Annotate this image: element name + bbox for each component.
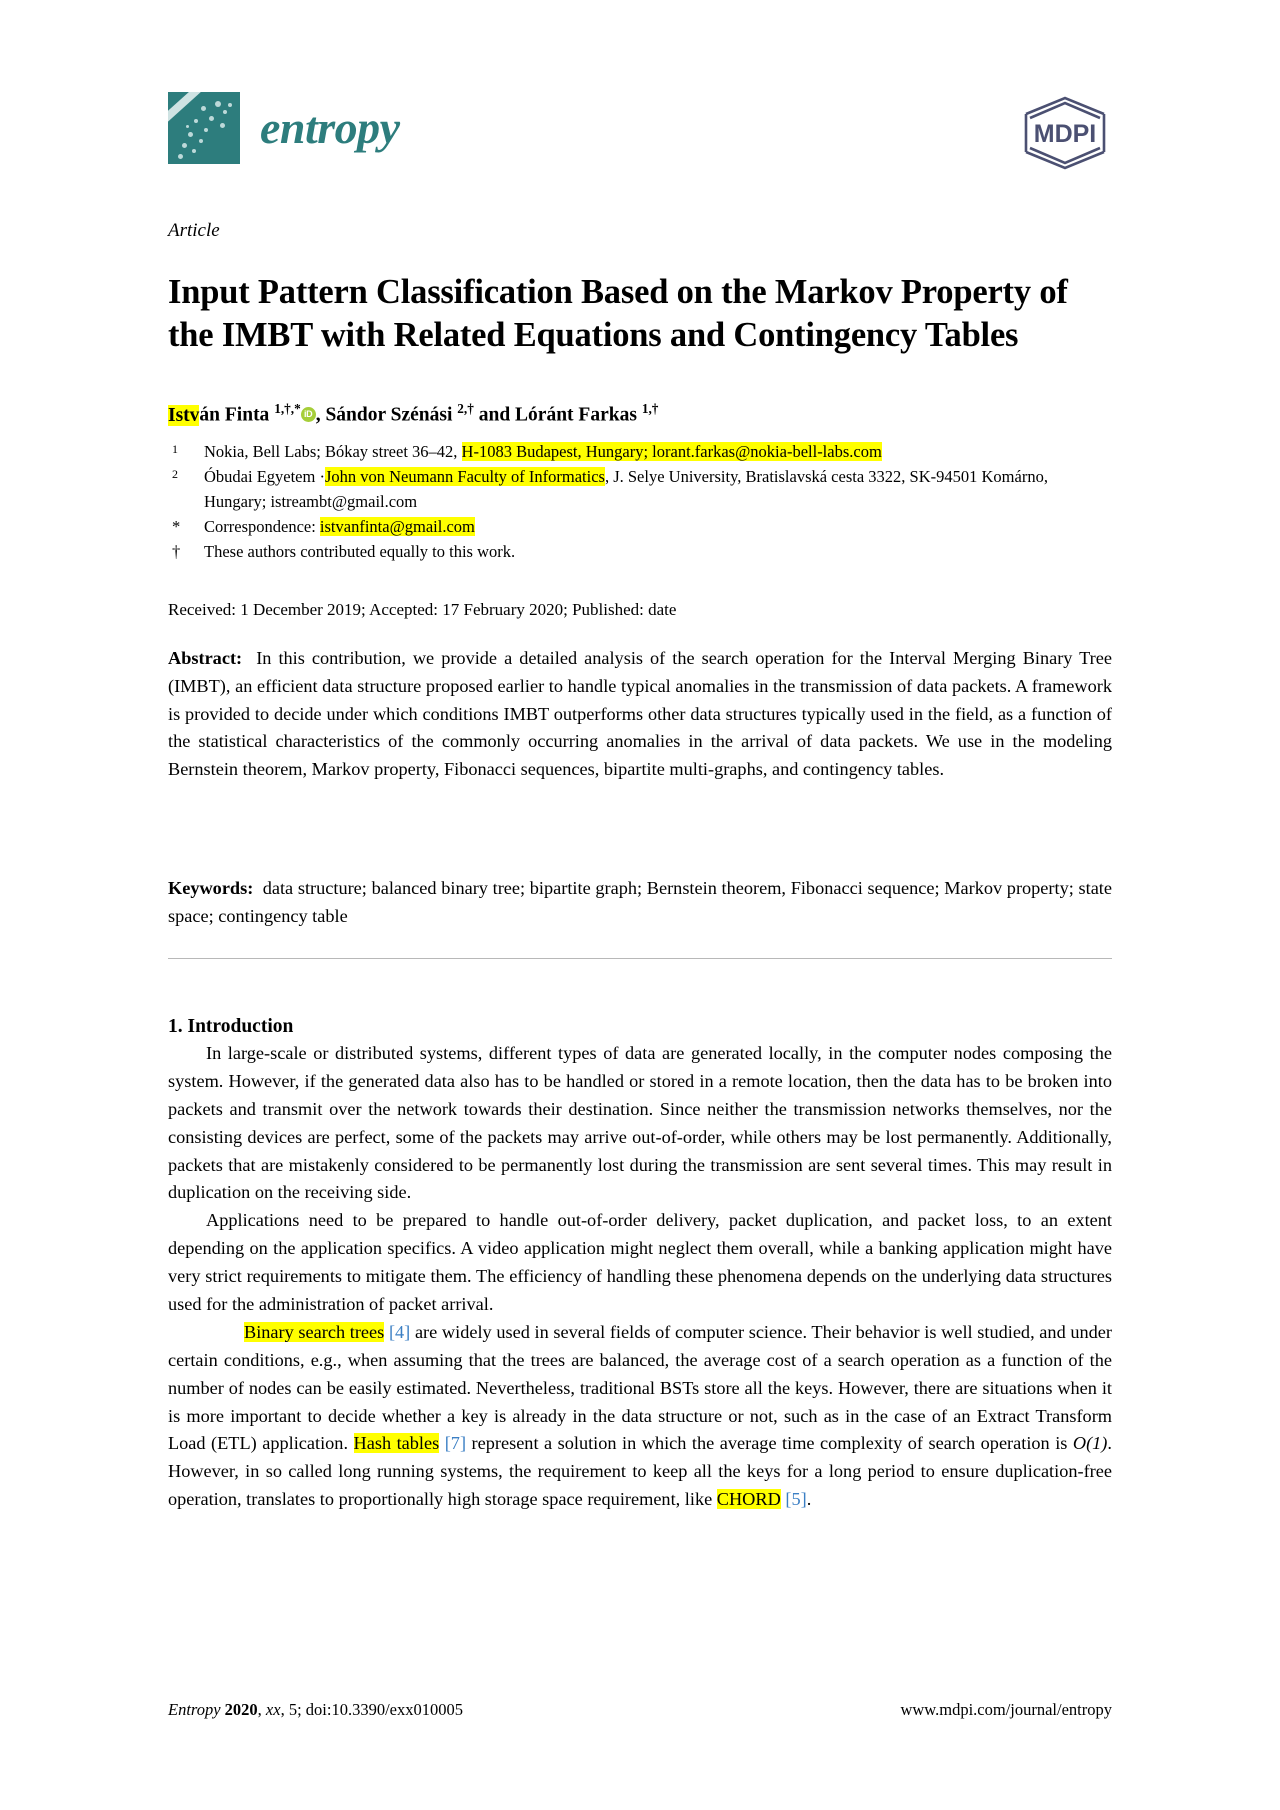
correspondence-email-highlight: istvanfinta@gmail.com <box>319 516 475 536</box>
affiliation-text-pre: Óbudai Egyetem · <box>204 467 325 487</box>
affiliation-marker: * <box>172 516 181 536</box>
body-content <box>168 1040 1112 1514</box>
affiliation-row <box>168 540 1112 564</box>
affiliation-row <box>168 440 1112 464</box>
term-highlight-binary-search-trees: Binary search trees <box>244 1321 385 1342</box>
paragraph: Applications need to be prepared to handle out-of-order delivery, packet duplication, and packet loss, to an extent depending on the application specifics. A video application might neglect them overall, while a banking application might have very strict requirements to mitigate them. The efficiency of handling these phenomena depends on the underlying data structures used for the administration of packet arrival. <box>168 1210 1112 1315</box>
affiliation-text-post: , J. Selye University, Bratislavská cesta 3322, SK-94501 Komárno, Hungary; istreambt@gmail.com <box>204 467 1048 511</box>
page-title: Input Pattern Classification Based on the Markov Property of the IMBT with Related Equations and Contingency Tables <box>168 273 1068 354</box>
paragraph <box>168 1319 1112 1514</box>
affiliation-text <box>204 440 1112 464</box>
affiliation-text-highlight: H-1083 Budapest, Hungary; lorant.farkas@nokia-bell-labs.com <box>461 442 882 461</box>
citation-link-7[interactable]: [7] <box>444 1433 467 1454</box>
abstract-text: In this contribution, we provide a detailed analysis of the search operation for the Interval Merging Binary Tree (IMBT), an efficient data structure proposed earlier to handle typical anomalies in the transmission of data packets. A framework is provided to decide under which conditions IMBT outperforms other data structures typically used in the field, as a function of the statistical characteristics of the commonly occurring anomalies in the arrival of data packets. We use in the modeling Bernstein theorem, Markov property, Fibonacci sequences, bipartite multi-graphs, and contingency tables. <box>168 648 1112 780</box>
publication-dates: Received: 1 December 2019; Accepted: 17 February 2020; Published: date <box>168 600 677 619</box>
horizontal-divider <box>168 958 1112 959</box>
footer-url[interactable]: www.mdpi.com/journal/entropy <box>900 1700 1112 1719</box>
affiliation-text <box>204 465 1112 514</box>
affiliation-list <box>168 440 1112 565</box>
masthead <box>168 92 1112 178</box>
affiliation-text <box>204 515 1112 539</box>
paragraph-text: . <box>806 1489 812 1510</box>
term-highlight-hash-tables: Hash tables <box>353 1433 440 1454</box>
paragraph-text: represent a solution in which the average time complexity of search operation is <box>466 1433 1073 1454</box>
author-1-affil-marks: 1,†,* <box>274 401 301 416</box>
journal-name: entropy <box>260 102 400 153</box>
author-3-affil-marks: 1,† <box>641 401 659 416</box>
section-heading-introduction: 1. Introduction <box>168 1016 294 1038</box>
journal-logo <box>168 92 400 164</box>
author-list <box>168 400 1098 428</box>
affiliation-text: These authors contributed equally to this work. <box>204 542 516 561</box>
entropy-logo-icon <box>168 92 240 164</box>
affiliation-marker: 1 <box>172 442 178 456</box>
author-name-highlight: Istv <box>168 404 200 426</box>
author-2-name: , Sándor Szénási <box>315 404 458 426</box>
math-complexity: O(1) <box>1072 1433 1108 1454</box>
footer-journal-name: Entropy <box>168 1700 221 1719</box>
affiliation-text-highlight: John von Neumann Faculty of Informatics <box>324 467 605 487</box>
abstract-section <box>168 645 1112 784</box>
abstract-label: Abstract: <box>168 648 243 668</box>
affiliation-marker: 2 <box>172 467 178 482</box>
paragraph-text: are widely used in several fields of computer science. Their behavior is well studied, and under certain conditions, e.g., when assuming that the trees are balanced, the average cost of a search operation as a function of the number of nodes can be easily estimated. Nevertheless, traditional BSTs store all the keys. However, there are situations when it is more important to decide whether a key is already in the data structure or not, such as in the case of an Extract Transform Load (ETL) application. <box>168 1321 1112 1454</box>
paragraph: In large-scale or distributed systems, different types of data are generated locally, in the computer nodes composing the system. However, if the generated data also has to be handled or stored in a remote location, then the data has to be broken into packets and transmit over the network towards their destination. Since neither the transmission networks themselves, nor the consisting devices are perfect, some of the packets may arrive out-of-order, while others may be lost permanently. Additionally, packets that are mistakenly considered to be permanently lost during the transmission are sent several times. This may result in duplication on the receiving side. <box>168 1043 1112 1203</box>
footer-volume: xx <box>265 1700 281 1719</box>
affiliation-text-pre: Correspondence: <box>204 516 320 536</box>
citation-link-5[interactable]: [5] <box>785 1489 807 1510</box>
citation-link-4[interactable]: [4] <box>388 1321 411 1342</box>
footer-year: 2020 <box>224 1700 258 1719</box>
keywords-section <box>168 875 1112 931</box>
paragraph-text: . However, in so called long running systems, the requirement to keep all the keys for a long period to ensure duplication-free operation, translates to proportionally high storage space requirement, like <box>168 1433 1112 1510</box>
author-3-name: and Lóránt Farkas <box>473 404 642 426</box>
page-footer <box>168 1700 1112 1720</box>
article-type-label: Article <box>168 220 220 241</box>
footer-citation: Entropy 2020, xx, 5; doi:10.3390/exx010005 <box>168 1700 463 1719</box>
orcid-icon[interactable]: iD <box>301 407 316 422</box>
author-1-name: án Finta <box>199 404 275 426</box>
affiliation-text-pre: Nokia, Bell Labs; Bókay street 36–42, <box>204 442 462 461</box>
affiliation-marker: † <box>172 542 181 561</box>
affiliation-row <box>168 515 1112 539</box>
svg-text:MDPI: MDPI <box>1033 120 1097 148</box>
footer-doi: , 5; doi:10.3390/exx010005 <box>280 1700 463 1719</box>
keywords-label: Keywords: <box>168 878 254 898</box>
affiliation-row <box>168 465 1112 514</box>
author-2-affil-marks: 2,† <box>457 401 474 416</box>
mdpi-logo-icon <box>1018 94 1112 172</box>
keywords-text: data structure; balanced binary tree; bipartite graph; Bernstein theorem, Fibonacci sequence; Markov property; state space; contingency table <box>168 878 1113 926</box>
term-highlight-chord: CHORD <box>716 1489 781 1510</box>
